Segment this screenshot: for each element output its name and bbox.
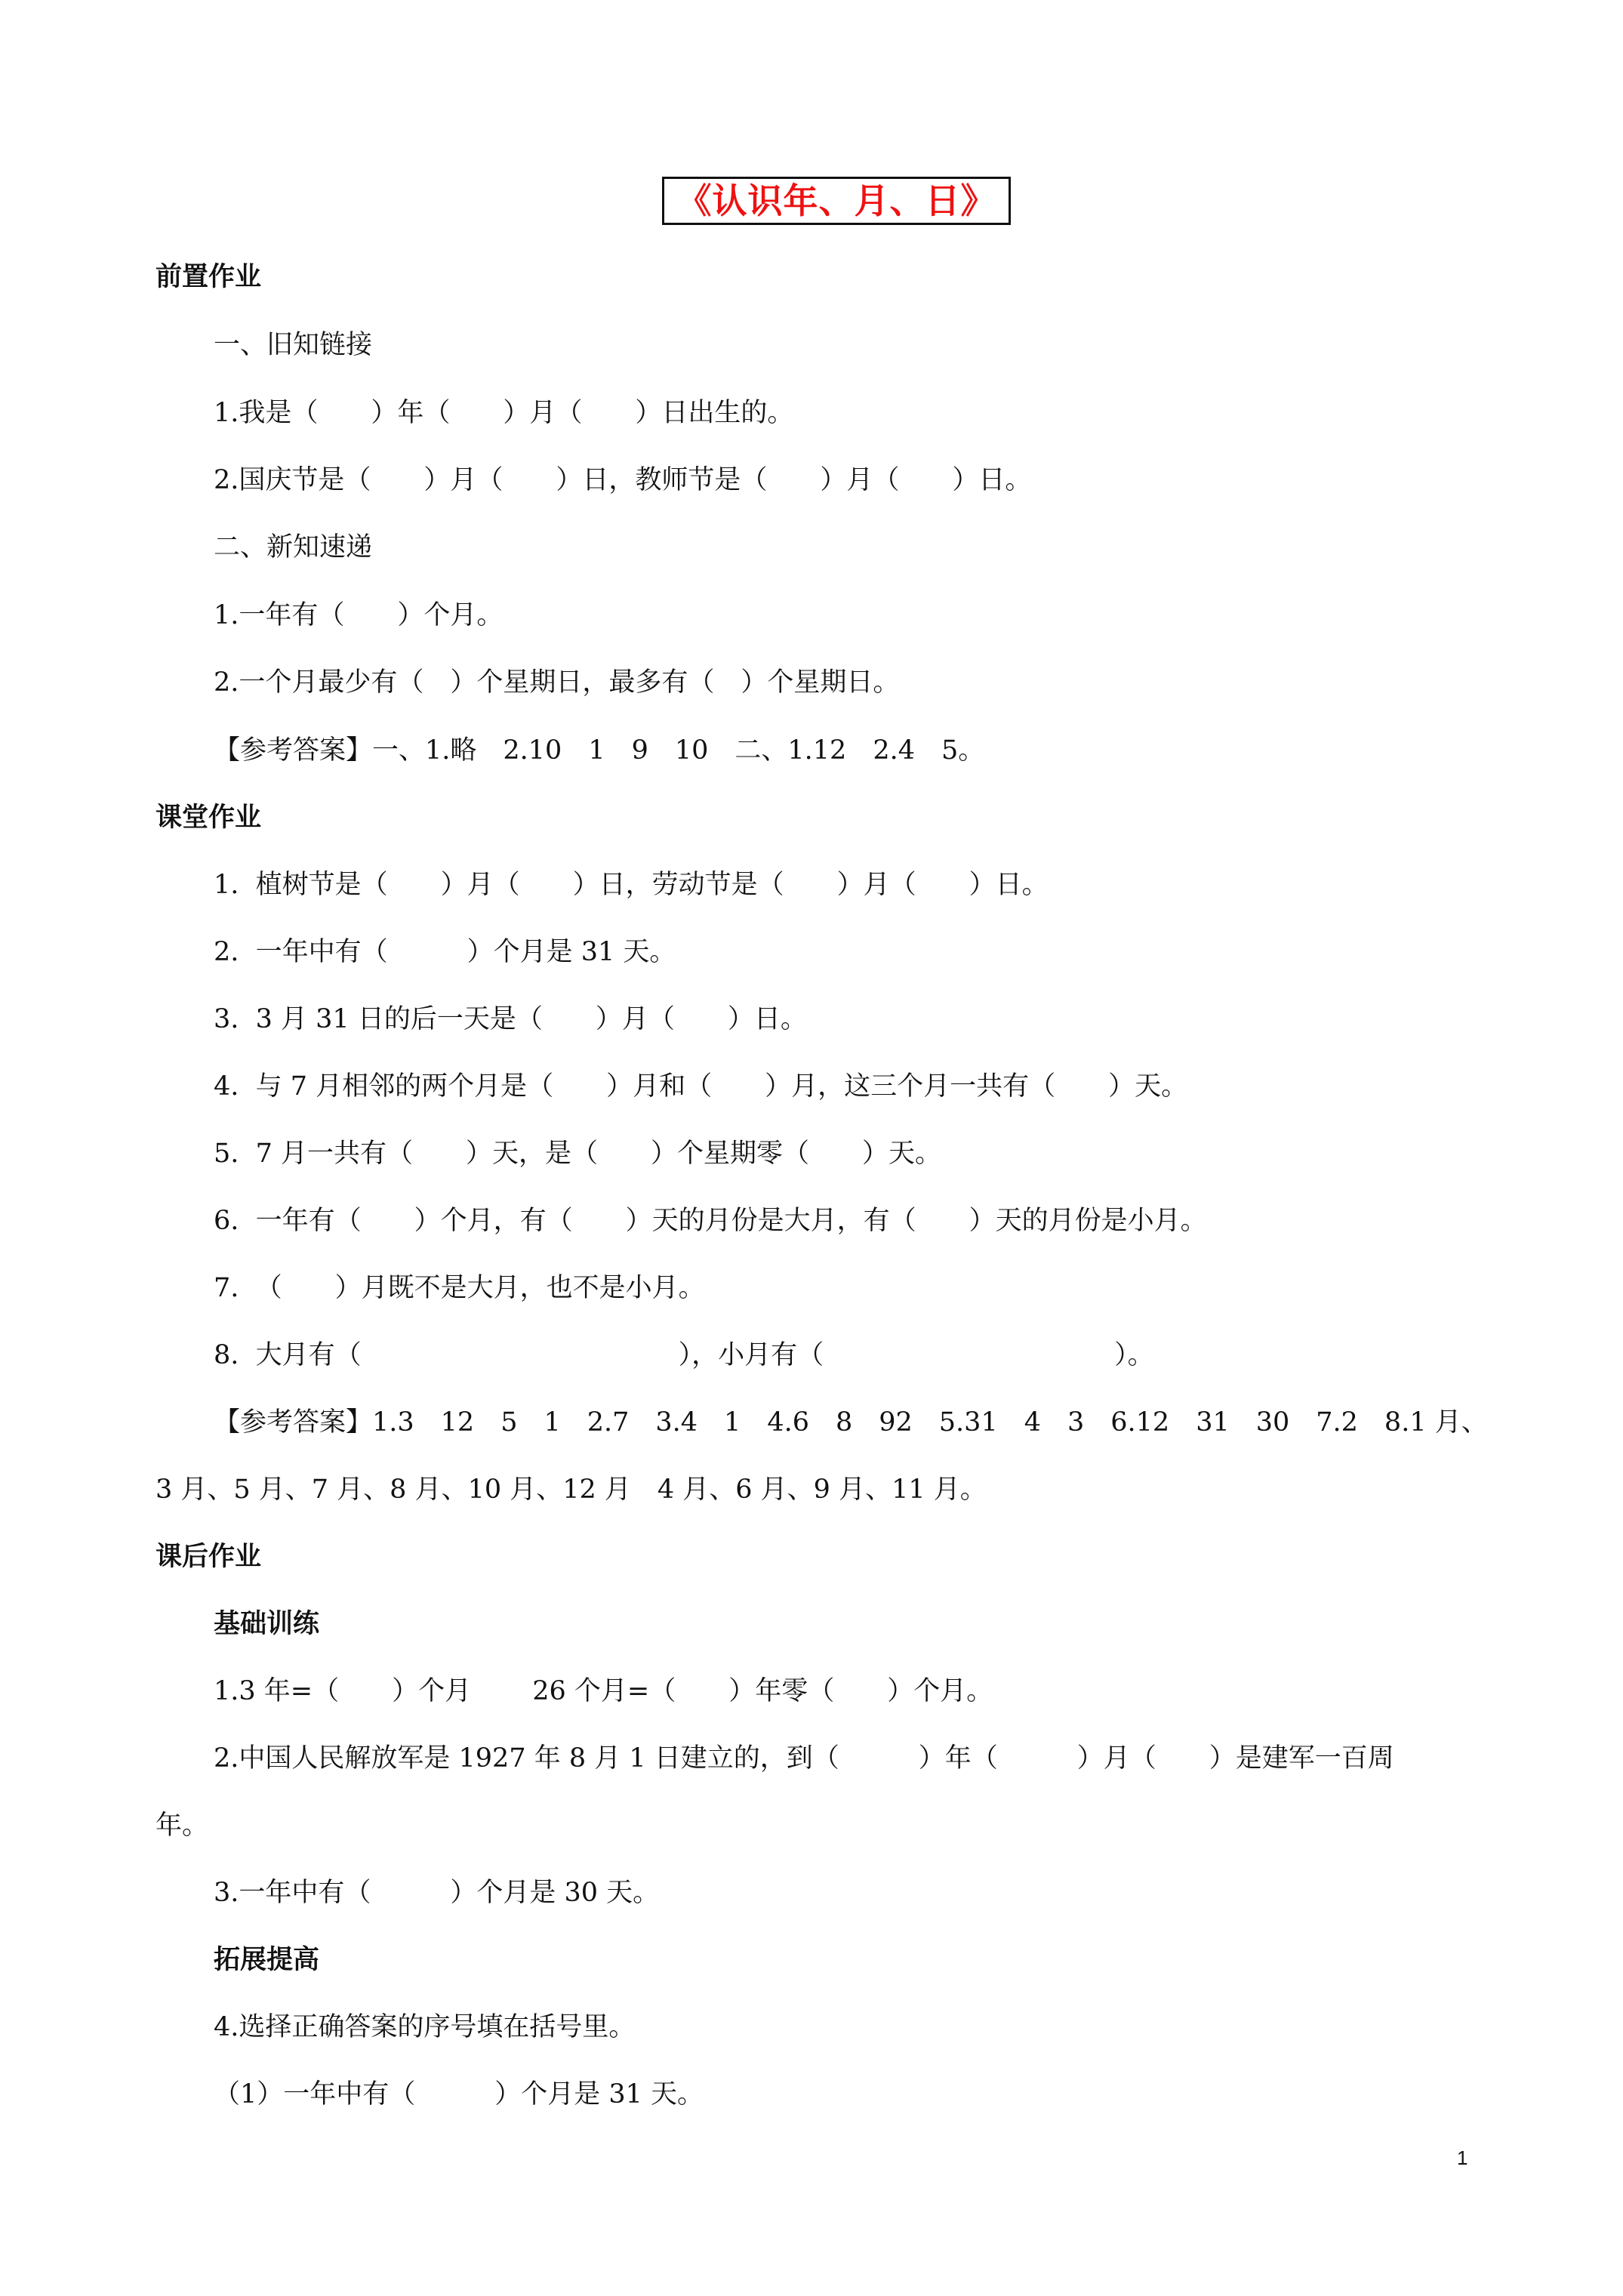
question-pre-4: 2.一个月最少有（ ）个星期日，最多有（ ）个星期日。: [214, 667, 900, 698]
title-box: [662, 177, 1011, 225]
question-after-2: 2.中国人民解放军是 1927 年 8 月 1 日建立的，到（ ）年（ ）月（ ）是建军一百周: [214, 1743, 1394, 1774]
question-after-4-1: （1）一年中有（ ）个月是 31 天。: [214, 2079, 704, 2110]
page-number: 1: [1457, 2147, 1468, 2169]
question-class-3: 3. 3 月 31 日的后一天是（ ）月（ ）日。: [214, 1004, 807, 1034]
question-class-1: 1. 植树节是（ ）月（ ）日，劳动节是（ ）月（ ）日。: [214, 870, 1049, 900]
subheading-new-knowledge: 二、新知速递: [214, 532, 373, 562]
subheading-basic-training: 基础训练: [214, 1608, 320, 1639]
question-class-7: 7. （ ）月既不是大月，也不是小月。: [214, 1273, 705, 1303]
question-pre-3: 1.一年有（ ）个月。: [214, 600, 504, 630]
question-after-4: 4.选择正确答案的序号填在括号里。: [214, 2012, 636, 2042]
question-after-1: 1.3 年=（ ）个月 26 个月=（ ）年零（ ）个月。: [214, 1676, 993, 1706]
section-heading-class: 课堂作业: [156, 802, 262, 833]
page-title: 《认识年、月、日》: [676, 180, 996, 221]
section-heading-after: 课后作业: [156, 1541, 262, 1572]
question-after-3: 3.一年中有（ ）个月是 30 天。: [214, 1878, 660, 1908]
question-class-4: 4. 与 7 月相邻的两个月是（ ）月和（ ）月，这三个月一共有（ ）天。: [214, 1071, 1188, 1102]
subheading-old-knowledge: 一、旧知链接: [214, 330, 373, 360]
section-heading-pre: 前置作业: [156, 261, 262, 292]
answer-class-line-2: 3 月、5 月、7 月、8 月、10 月、12 月 4 月、6 月、9 月、11 月。: [156, 1475, 987, 1505]
question-pre-2: 2.国庆节是（ ）月（ ）日，教师节是（ ）月（ ）日。: [214, 465, 1032, 495]
answer-pre: 【参考答案】一、1.略 2.10 1 9 10 二、1.12 2.4 5。: [214, 735, 985, 766]
question-pre-1: 1.我是（ ）年（ ）月（ ）日出生的。: [214, 398, 794, 428]
question-class-2: 2. 一年中有（ ）个月是 31 天。: [214, 937, 676, 967]
subheading-extension: 拓展提高: [214, 1944, 320, 1975]
question-class-5: 5. 7 月一共有（ ）天，是（ ）个星期零（ ）天。: [214, 1139, 942, 1169]
question-class-6: 6. 一年有（ ）个月，有（ ）天的月份是大月，有（ ）天的月份是小月。: [214, 1206, 1207, 1236]
question-after-2-continued: 年。: [156, 1811, 209, 1841]
question-class-8: 8. 大月有（ ），小月有（ ）。: [214, 1340, 1154, 1370]
answer-class-line-1: 【参考答案】1.3 12 5 1 2.7 3.4 1 4.6 8 92 5.31 4 3 6.12 31 30 7.2 8.1 月、: [214, 1407, 1488, 1438]
